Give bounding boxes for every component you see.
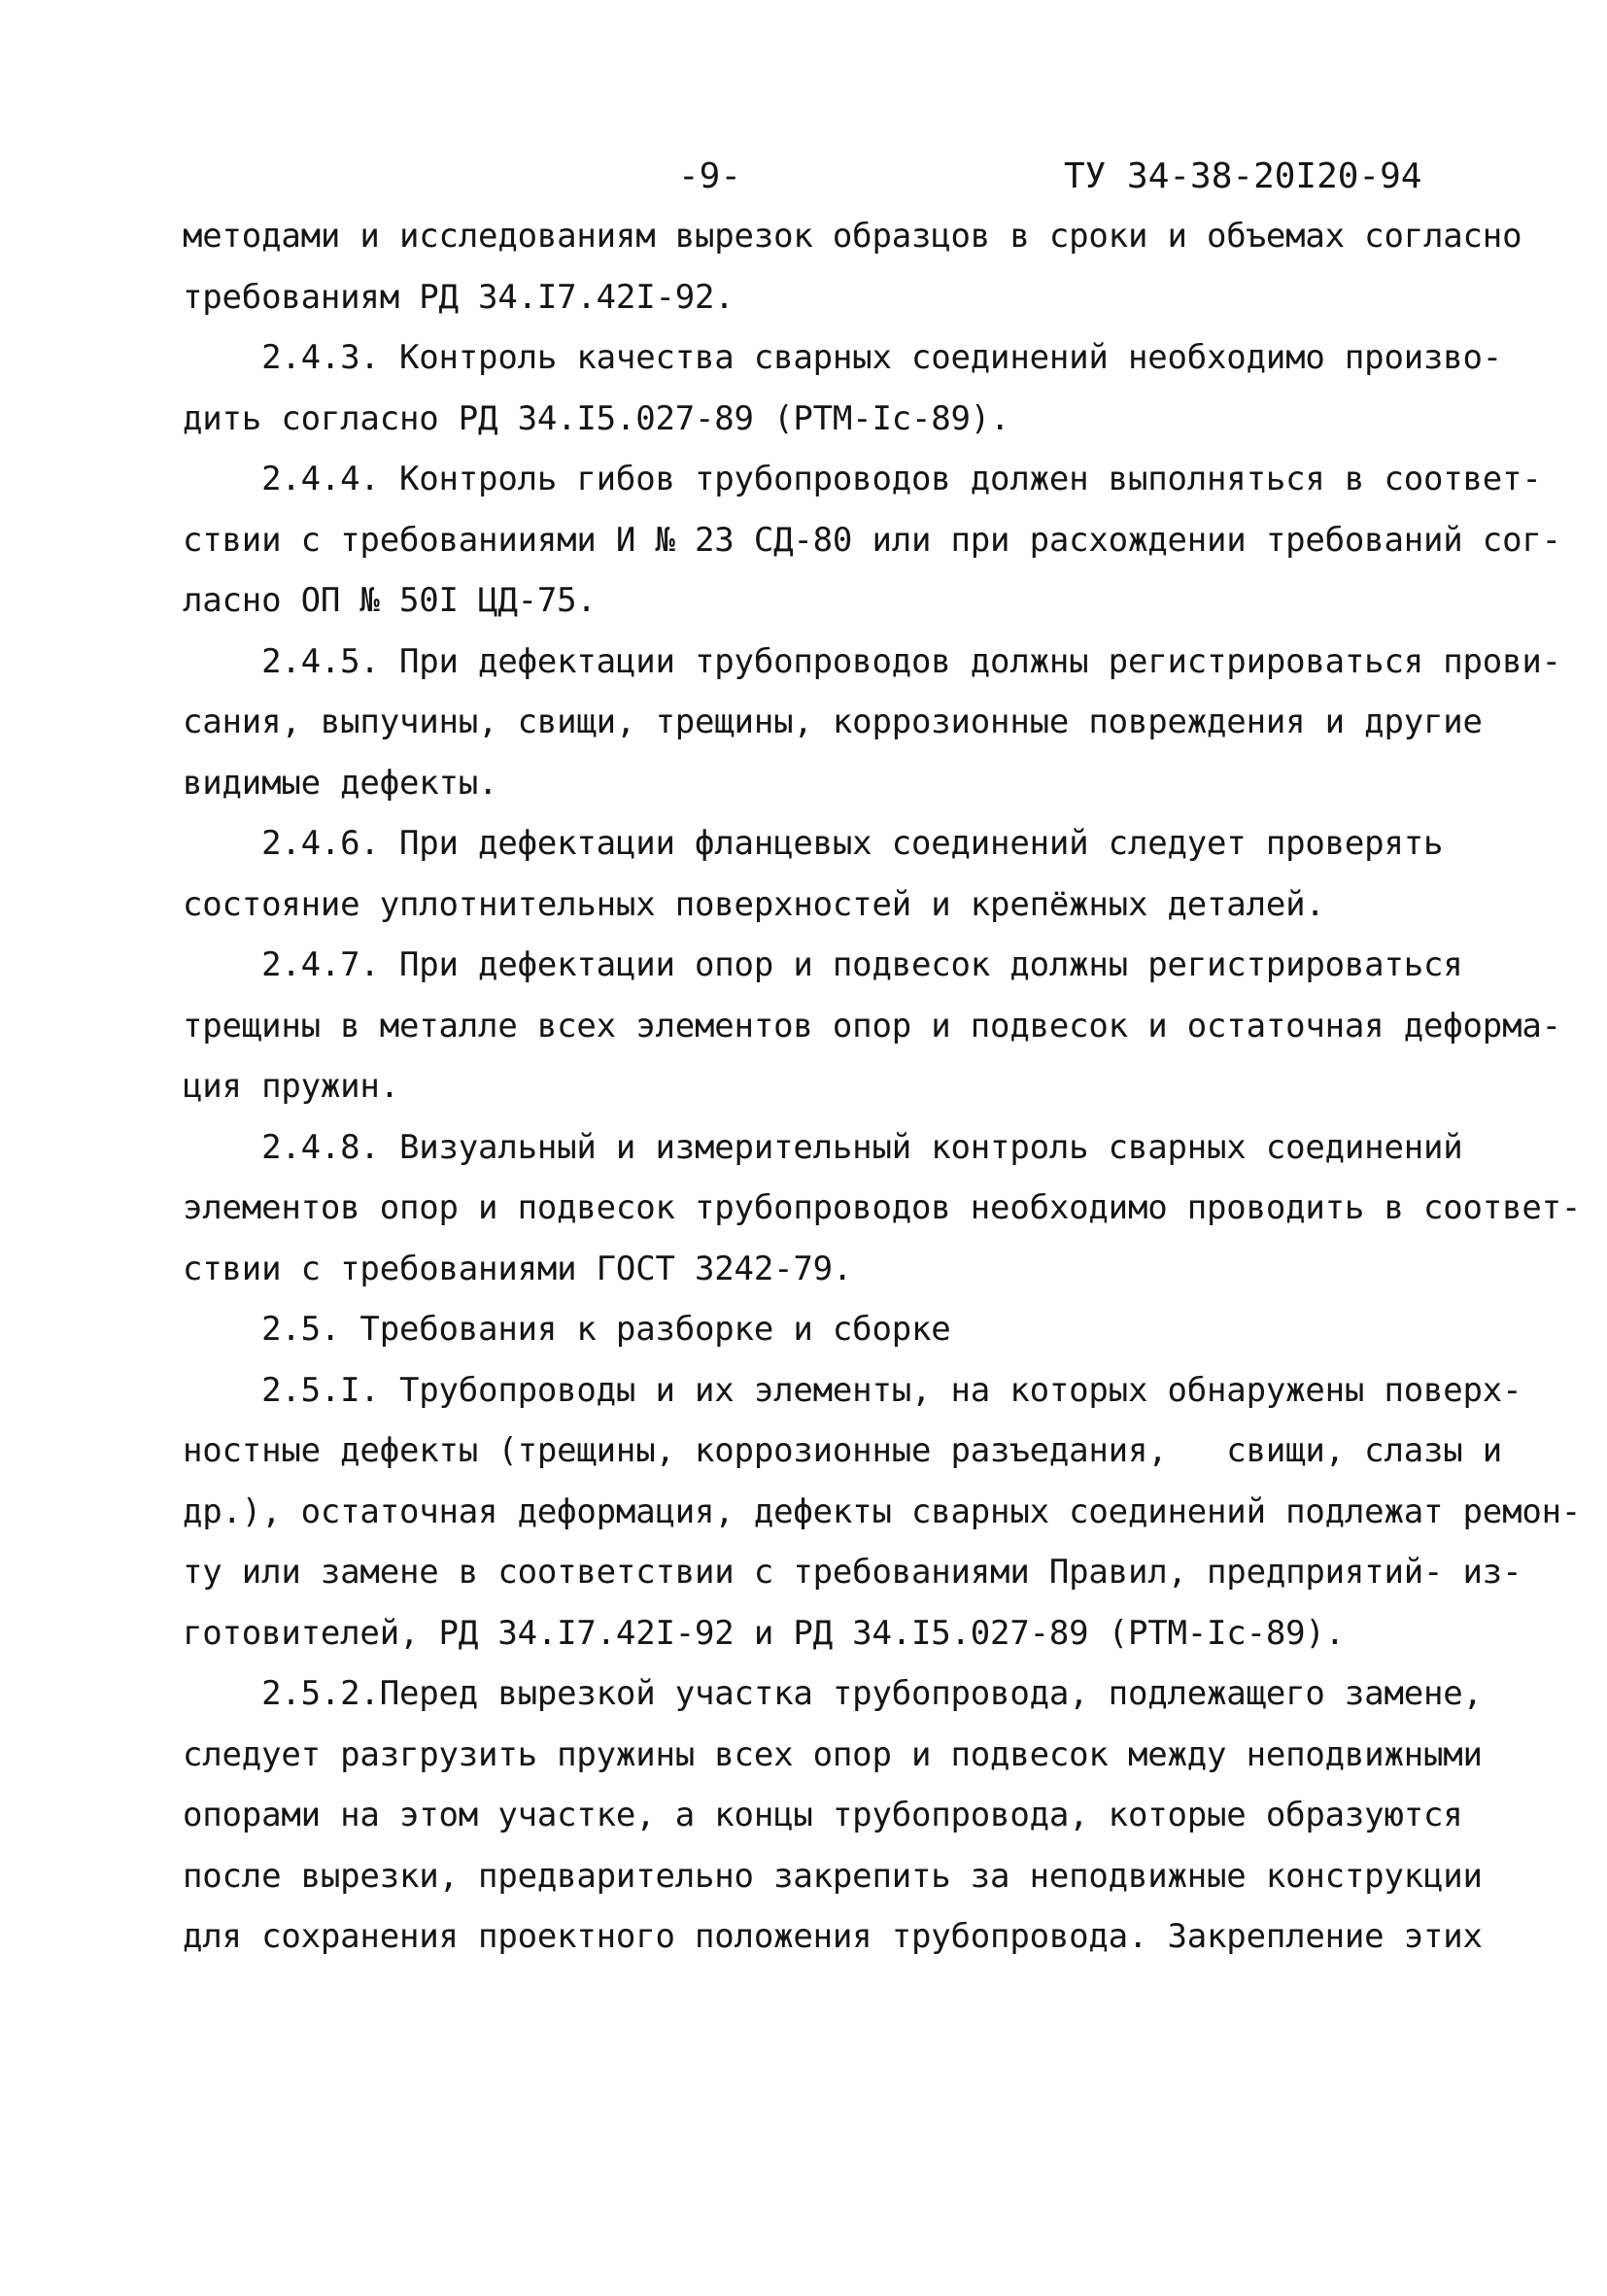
text-line: др.), остаточная деформация, дефекты сварных соединений подлежат ремон- <box>183 1491 1582 1531</box>
text-line: 2.4.8. Визуальный и измерительный контроль сварных соединений <box>183 1127 1463 1167</box>
text-line: ция пружин. <box>183 1067 399 1106</box>
text-line: для сохранения проектного положения трубопровода. Закрепление этих <box>183 1917 1483 1956</box>
text-line: 2.4.5. При дефектации трубопроводов должны регистрироваться прови- <box>183 641 1561 681</box>
text-line: после вырезки, предварительно закрепить за неподвижные конструкции <box>183 1856 1483 1896</box>
text-line: требованиям РД 34.I7.42I-92. <box>183 277 735 317</box>
text-line: 2.5.I. Трубопроводы и их элементы, на которых обнаружены поверх- <box>183 1370 1522 1410</box>
document-code: ТУ 34-38-20I20-94 <box>1064 156 1422 196</box>
text-line: трещины в металле всех элементов опор и подвесок и остаточная деформа- <box>183 1006 1561 1045</box>
text-line: 2.4.4. Контроль гибов трубопроводов должен выполняться в соответ- <box>183 460 1542 498</box>
document-body <box>183 206 1582 1968</box>
text-line: готовителей, РД 34.I7.42I-92 и РД 34.I5.027-89 (РТМ-Iс-89). <box>183 1613 1345 1653</box>
section-heading: 2.5. Требования к разборке и сборке <box>183 1310 951 1349</box>
text-line: методами и исследованиям вырезок образцов в сроки и объемах согласно <box>183 217 1522 256</box>
text-line: следует разгрузить пружины всех опор и подвесок между неподвижными <box>183 1734 1483 1774</box>
page-number: -9- <box>678 156 742 196</box>
text-line: ностные дефекты (трещины, коррозионные разъедания, свищи, слазы и <box>183 1431 1503 1470</box>
text-line: 2.4.3. Контроль качества сварных соединений необходимо произво- <box>183 338 1503 377</box>
text-line: 2.4.7. При дефектации опор и подвесок должны регистрироваться <box>183 945 1463 984</box>
text-line: элементов опор и подвесок трубопроводов необходимо проводить в соответ- <box>183 1188 1582 1227</box>
text-line: ствии с требованиями ГОСТ 3242-79. <box>183 1249 853 1288</box>
text-line: дить согласно РД 34.I5.027-89 (РТМ-Iс-89). <box>183 398 1010 438</box>
text-line: состояние уплотнительных поверхностей и крепёжных деталей. <box>183 884 1325 924</box>
text-line: опорами на этом участке, а концы трубопровода, которые образуются <box>183 1796 1463 1834</box>
text-line: ласно ОП № 50I ЦД-75. <box>183 581 597 620</box>
text-line: ствии с требованииями И № 23 СД-80 или при расхождении требований сог- <box>183 520 1561 560</box>
text-line: сания, выпучины, свищи, трещины, коррозионные повреждения и другие <box>183 703 1483 741</box>
text-line: видимые дефекты. <box>183 763 498 803</box>
text-line: 2.4.6. При дефектации фланцевых соединений следует проверять <box>183 824 1444 863</box>
text-line: ту или замене в соответствии с требованиями Правил, предприятий- из- <box>183 1553 1522 1592</box>
text-line: 2.5.2.Перед вырезкой участка трубопровода, подлежащего замене, <box>183 1674 1483 1713</box>
